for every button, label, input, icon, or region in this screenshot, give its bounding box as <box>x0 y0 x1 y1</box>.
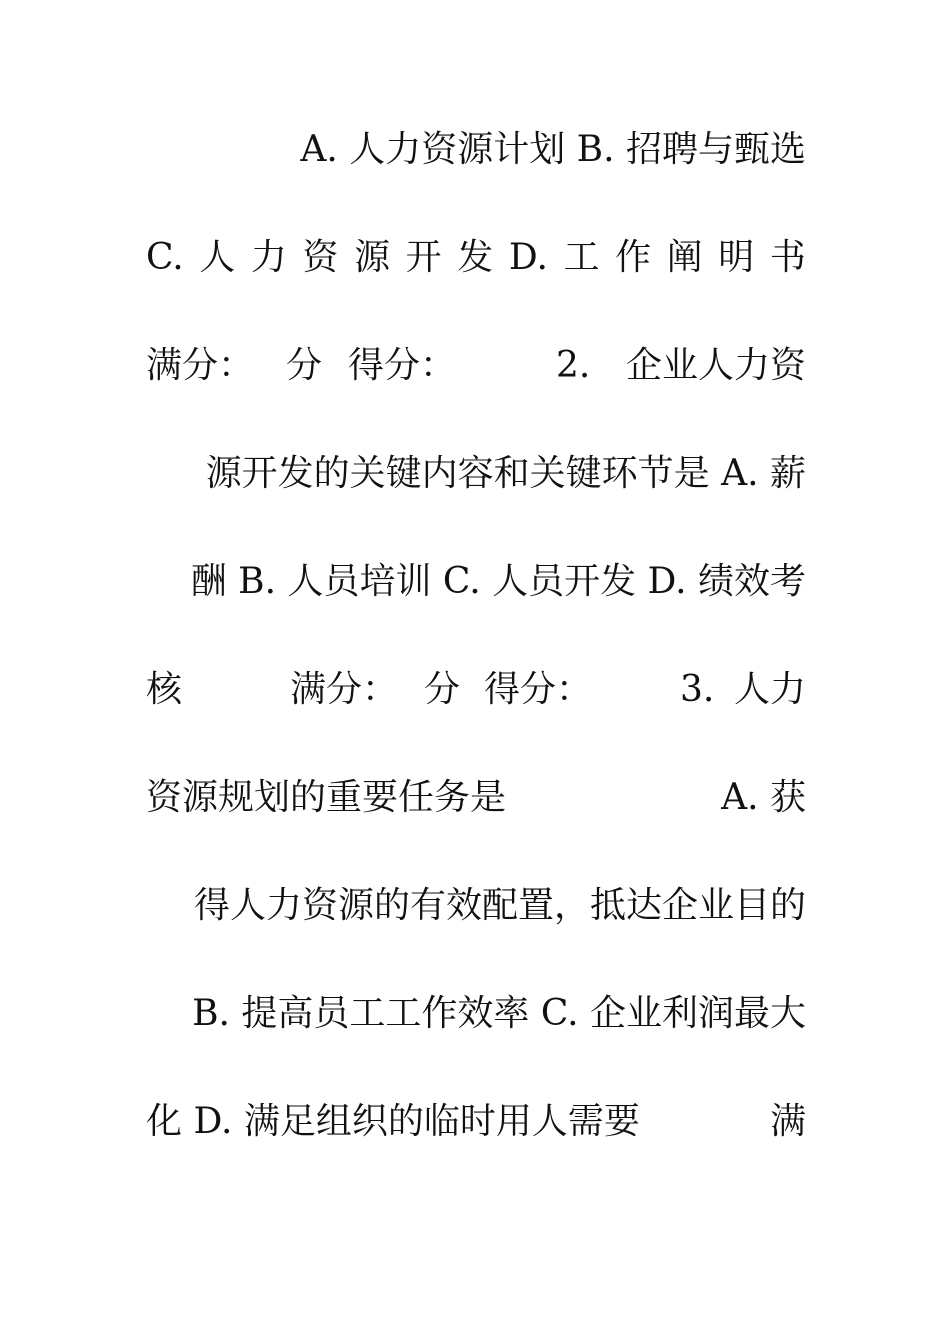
text-segment: 书 <box>769 237 806 278</box>
text-segment: 分 <box>286 345 323 386</box>
text-segment: 源 <box>354 237 391 278</box>
text-segment: 源开发的关键内容和关键环节是 A. 薪 <box>205 453 806 494</box>
text-line-2 <box>146 228 806 288</box>
text-line-1 <box>146 120 806 180</box>
text-line-3 <box>146 336 806 396</box>
text-segment: 核 <box>146 669 183 710</box>
text-segment: 3. <box>680 669 715 710</box>
text-segment: A. 获 <box>721 777 806 818</box>
text-line-9 <box>146 984 806 1044</box>
text-segment: 工 <box>563 237 600 278</box>
text-line-5 <box>146 552 806 612</box>
text-segment: 发 <box>457 237 494 278</box>
text-segment: 明 <box>718 237 755 278</box>
text-segment: 满分： <box>146 345 255 386</box>
text-segment: 满分： <box>290 669 399 710</box>
text-segment: 阐 <box>666 237 703 278</box>
text-segment: 人力 <box>733 669 806 710</box>
text-segment: 力 <box>250 237 287 278</box>
text-segment: 人 <box>199 237 236 278</box>
text-segment: 开 <box>405 237 442 278</box>
text-line-6 <box>146 660 806 720</box>
text-segment: 资源规划的重要任务是 <box>146 777 507 818</box>
text-segment: B. 提高员工工作效率 C. 企业利润最大 <box>192 993 806 1034</box>
text-line-4 <box>146 444 806 504</box>
text-line-8 <box>146 876 806 936</box>
text-segment: 化 D. 满足组织的临时用人需要 <box>146 1101 640 1142</box>
text-segment: 2. <box>556 345 591 386</box>
text-segment: D. <box>508 237 548 278</box>
text-segment: C. <box>146 237 184 278</box>
text-segment: A. 人力资源计划 B. 招聘与甄选 <box>300 129 806 170</box>
text-segment: 酬 B. 人员培训 C. 人员开发 D. 绩效考 <box>190 561 806 602</box>
text-segment: 分 <box>424 669 461 710</box>
text-segment: 得人力资源的有效配置，抵达企业目的 <box>193 885 806 926</box>
text-segment: 作 <box>615 237 652 278</box>
text-segment: 得分： <box>484 669 593 710</box>
text-segment: 得分： <box>348 345 457 386</box>
text-line-10 <box>146 1092 806 1152</box>
text-segment: 资 <box>302 237 339 278</box>
text-segment: 满 <box>769 1101 806 1142</box>
text-line-7 <box>146 768 806 828</box>
text-segment: 企业人力资 <box>625 345 806 386</box>
